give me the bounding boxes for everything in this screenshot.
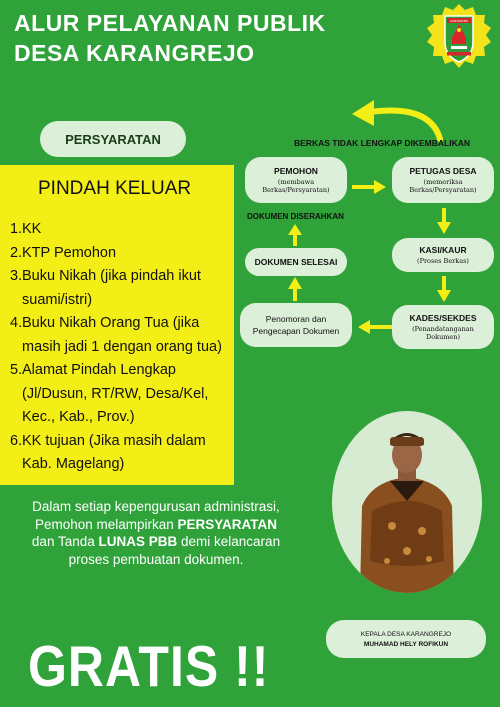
flow-node-petugas	[392, 157, 494, 203]
desc-part: Dalam setiap kepengurusan administrasi, Pemohon melampirkan	[32, 499, 280, 532]
description-text	[22, 498, 290, 568]
node-title: Penomoran dan	[265, 314, 327, 324]
arrow-left-icon	[358, 320, 392, 334]
item-text: Buku Nikah Orang Tua (jika masih jadi 1 dengan orang tua)	[22, 315, 222, 355]
page-title	[14, 8, 326, 68]
regency-emblem-logo	[424, 2, 494, 72]
logo-text: KABUPATEN	[450, 19, 468, 23]
list-item	[10, 242, 232, 266]
official-name: MUHAMAD HELY ROFIKUN	[363, 640, 449, 648]
desc-bold: PERSYARATAN	[177, 516, 278, 532]
flow-node-kades	[392, 305, 494, 349]
title-line-1: ALUR PELAYANAN PUBLIK	[14, 10, 326, 36]
document-handed-over-label: DOKUMEN DISERAHKAN	[247, 212, 344, 221]
item-number: 5.	[10, 362, 23, 378]
item-number: 4.	[10, 315, 23, 331]
node-subtitle: (membawa	[277, 178, 315, 186]
node-subtitle: (Penandatanganan	[412, 325, 474, 333]
requirements-heading: PINDAH KELUAR	[38, 178, 192, 199]
desc-part: dan Tanda	[31, 534, 99, 549]
list-item	[10, 359, 232, 430]
node-title: PEMOHON	[274, 166, 318, 176]
desc-part: demi kelancaran proses pembuatan dokumen.	[68, 534, 281, 567]
item-number: 6.	[10, 432, 23, 449]
curved-return-arrow-icon	[330, 94, 450, 144]
flow-node-penomoran	[240, 303, 352, 347]
item-number: 2.	[10, 244, 23, 261]
list-item	[10, 218, 232, 242]
node-title: DOKUMEN SELESAI	[254, 257, 338, 267]
item-text: KK tujuan (Jika masih dalam Kab. Magelang)	[22, 432, 206, 472]
flow-node-selesai	[245, 248, 347, 276]
flow-node-pemohon	[245, 157, 347, 203]
node-title: KASI/KAUR	[419, 245, 467, 255]
node-subtitle: Dokumen)	[426, 333, 460, 341]
arrow-up-icon	[288, 224, 302, 246]
return-note: BERKAS TIDAK LENGKAP DIKEMBALIKAN	[294, 138, 470, 148]
requirements-pill-label: PERSYARATAN	[65, 131, 161, 147]
flow-node-kasi	[392, 238, 494, 272]
node-title: PETUGAS DESA	[409, 166, 477, 176]
node-subtitle: (Proses Berkas)	[417, 257, 469, 265]
person-portrait-icon	[332, 411, 482, 593]
node-subtitle: (memeriksa	[423, 178, 463, 186]
item-text: Alamat Pindah Lengkap (Jl/Dusun, RT/RW, Desa/Kel, Kec., Kab., Prov.)	[22, 362, 209, 425]
title-line-2: DESA KARANGREJO	[14, 40, 255, 66]
official-caption	[326, 620, 486, 658]
list-item	[10, 312, 232, 359]
node-title: KADES/SEKDES	[409, 313, 477, 323]
item-text: KTP Pemohon	[22, 244, 117, 261]
list-item	[10, 430, 232, 477]
node-title: Pengecapan Dokumen	[252, 326, 340, 336]
item-number: 1.	[10, 221, 23, 237]
list-item	[10, 265, 232, 312]
item-text: KK	[22, 221, 42, 237]
node-subtitle: Berkas/Persyaratan)	[262, 186, 330, 194]
arrow-down-icon	[437, 276, 451, 302]
node-subtitle: Berkas/Persyaratan)	[409, 186, 477, 194]
arrow-right-icon	[352, 180, 386, 194]
official-photo	[332, 411, 482, 593]
item-number: 3.	[10, 268, 23, 284]
requirements-pill	[40, 121, 186, 157]
item-text: Buku Nikah (jika pindah ikut suami/istri)	[22, 268, 201, 308]
arrow-up-icon	[288, 277, 302, 301]
requirements-list	[10, 218, 232, 477]
desc-bold: LUNAS PBB	[98, 534, 178, 549]
official-role: KEPALA DESA KARANGREJO	[360, 630, 452, 638]
free-headline: GRATIS !!	[28, 634, 270, 699]
arrow-down-icon	[437, 208, 451, 234]
